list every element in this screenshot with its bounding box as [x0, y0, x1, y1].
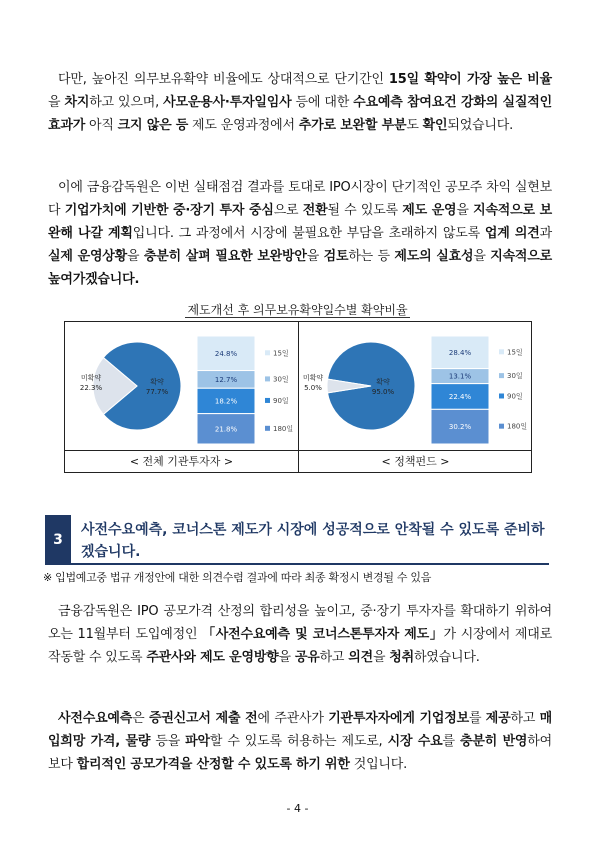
- figure-title: 제도개선 후 의무보유확약일수별 확약비율: [187, 303, 408, 317]
- stack-value-180일: 21.8%: [214, 425, 238, 434]
- chart-policy-fund: [299, 322, 532, 450]
- stack-value-30일: 13.1%: [448, 372, 472, 381]
- pie-value-committed: 77.7%: [145, 388, 169, 396]
- legend-swatch-90일: [499, 393, 504, 398]
- legend-swatch-15일: [265, 350, 270, 355]
- legend-label-90일: 90일: [273, 396, 289, 405]
- caption-all-institutions: < 전체 기관투자자 >: [129, 455, 234, 468]
- paragraph-pre-demand-forecast: 사전수요예측은 증권신고서 제출 전에 주관사가 기관투자자에게 기업정보를 제공하고 매입희망 가격, 물량 등을 파악할 수 있도록 허용하는 제도로, 시장 수요를 충분히 반영하여 보다 합리적인 공모가격을 산정할 수 있도록 하기 위한 것입니다.: [48, 711, 553, 772]
- legend-label-15일: 15일: [507, 348, 523, 357]
- stack-value-30일: 12.7%: [214, 375, 238, 384]
- legend-swatch-90일: [265, 398, 270, 403]
- legend-label-180일: 180일: [507, 422, 528, 431]
- legend-label-90일: 90일: [507, 392, 523, 401]
- legend-label-15일: 15일: [273, 349, 289, 358]
- pie-label-committed: 확약: [376, 378, 390, 386]
- stack-value-180일: 30.2%: [448, 423, 472, 432]
- legend-swatch-30일: [265, 376, 270, 381]
- paragraph-fss-prep: 금융감독원은 IPO 공모가격 산정의 합리성을 높이고, 중·장기 투자자를 확대하기 위하여 오는 11월부터 도입예정인 「사전수요예측 및 코너스톤투자자 제도」가 시장에서 제대로 작동할 수 있도록 주관사와 제도 운영방향을 공유하고 의견을 청취하였습니다.: [48, 604, 552, 665]
- page-number: - 4 -: [286, 802, 309, 815]
- section-title: 사전수요예측, 코너스톤 제도가 시장에 성공적으로 안착될 수 있도록 준비하겠습니다.: [81, 522, 545, 560]
- paragraph-supplement-needed: 다만, 높아진 의무보유확약 비율에도 상대적으로 단기간인 15일 확약이 가장 높은 비율을 차지하고 있으며, 사모운용사·투자일임사 등에 대한 수요예측 참여요건 강화의 실질적인 효과가 아직 크지 않은 등 제도 운영과정에서 추가로 보완할 부분도 확인되었습니다.: [48, 72, 552, 133]
- legend-swatch-180일: [265, 426, 270, 431]
- pie-label-committed: 확약: [150, 378, 164, 386]
- legend-swatch-30일: [499, 373, 504, 378]
- section-number-badge: 3: [45, 515, 71, 565]
- pie-value-uncommitted: 5.0%: [304, 384, 322, 392]
- figure-box: [64, 321, 532, 473]
- pie-value-uncommitted: 22.3%: [79, 384, 103, 392]
- legend-swatch-180일: [499, 424, 504, 429]
- caption-row: [65, 450, 531, 473]
- stack-value-15일: 28.4%: [448, 348, 472, 357]
- legend-label-30일: 30일: [507, 372, 523, 381]
- section-underline: [71, 563, 549, 565]
- section-3-header: [45, 515, 552, 565]
- footnote: ※ 입법예고중 법규 개정안에 대한 의견수렴 결과에 따라 최종 확정시 변경될 수 있음: [43, 571, 432, 584]
- caption-policy-fund: < 정책펀드 >: [381, 455, 450, 468]
- pie-value-committed: 95.0%: [371, 388, 395, 396]
- stack-value-90일: 22.4%: [448, 392, 472, 401]
- chart-all-institutions: [65, 322, 298, 450]
- legend-label-30일: 30일: [273, 375, 289, 384]
- stack-value-15일: 24.8%: [214, 349, 238, 358]
- pie-label-uncommitted: 미확약: [302, 374, 324, 382]
- legend-swatch-15일: [499, 349, 504, 354]
- paragraph-fss-plan: 이에 금융감독원은 이번 실태점검 결과를 토대로 IPO시장이 단기적인 공모주 차익 실현보다 기업가치에 기반한 중·장기 투자 중심으로 전환될 수 있도록 제도 운영을 지속적으로 보완해 나갈 계획입니다. 그 과정에서 시장에 불필요한 부담을 초래하지 않도록 업계 의견과 실제 운영상황을 충분히 살펴 필요한 보완방안을 검토하는 등 제도의 실효성을 지속적으로 높여가겠습니다.: [48, 180, 553, 287]
- legend-label-180일: 180일: [273, 424, 294, 433]
- stack-value-90일: 18.2%: [214, 397, 238, 406]
- pie-label-uncommitted: 미확약: [80, 374, 102, 382]
